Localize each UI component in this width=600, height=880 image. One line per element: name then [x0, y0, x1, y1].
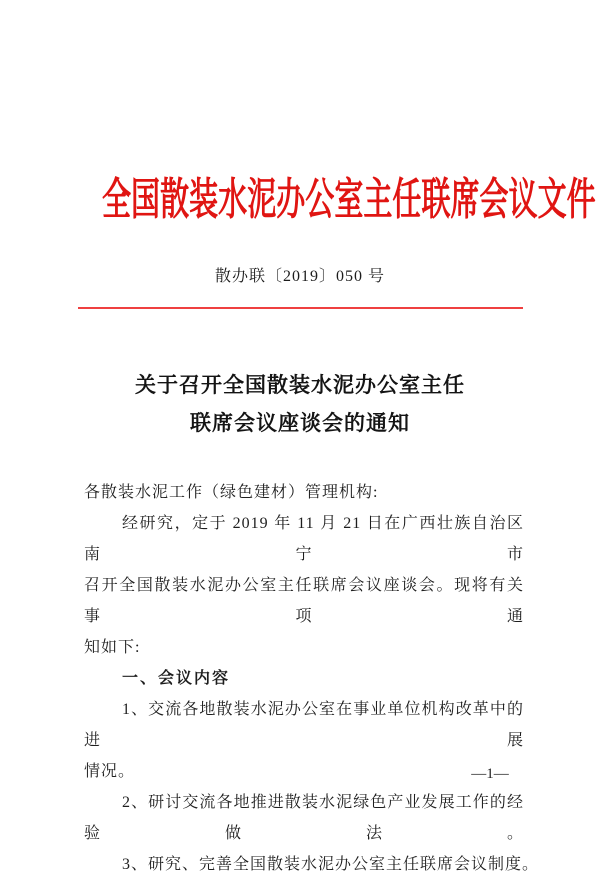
notice-body: [84, 477, 540, 880]
document-number: 散办联〔2019〕050 号: [214, 268, 385, 285]
body-line: 知如下:: [84, 639, 141, 656]
notice-title-line1: 关于召开全国散装水泥办公室主任: [135, 373, 465, 397]
section-heading-meeting-content: 一、会议内容: [122, 670, 231, 687]
body-line: 经研究，定于 2019 年 11 月 21 日在广西壮族自治区南宁市: [84, 515, 524, 563]
body-list-item-1-continued: 情况。: [84, 763, 136, 780]
body-list-item-2: 2、研讨交流各地推进散装水泥绿色产业发展工作的经验做法。: [84, 794, 524, 842]
body-salutation: 各散装水泥工作（绿色建材）管理机构:: [84, 484, 379, 501]
red-divider-rule: [78, 307, 523, 309]
page-number: —1—: [471, 766, 509, 782]
document-masthead-title: 全国散装水泥办公室主任联席会议文件: [101, 175, 596, 224]
notice-title-line2: 联席会议座谈会的通知: [190, 411, 410, 435]
body-line: 召开全国散装水泥办公室主任联席会议座谈会。现将有关事项通: [84, 577, 524, 625]
body-list-item-1: 1、交流各地散装水泥办公室在事业单位机构改革中的进展: [84, 701, 524, 749]
body-list-item-3: 3、研究、完善全国散装水泥办公室主任联席会议制度。: [122, 856, 540, 873]
notice-title: [0, 366, 600, 442]
